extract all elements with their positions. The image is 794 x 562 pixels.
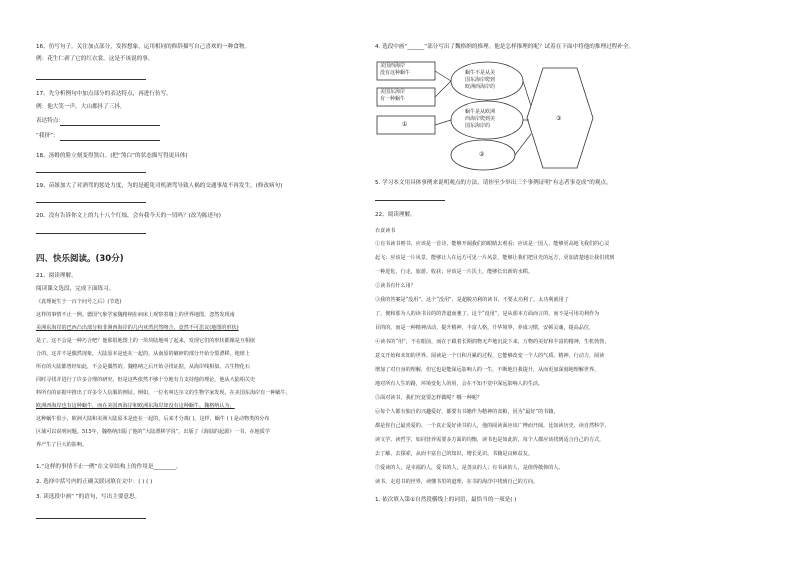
question-17-feature-label: 表达特点： xyxy=(36,118,64,124)
question-22: 22、阅读理解。 xyxy=(375,212,416,218)
passage-line: 这样的事情不止一例。德国气象学家魏格纳在病床上观察着墙上的世界地图，忽然发现南 xyxy=(36,312,235,318)
ellipse-3-label[interactable]: ② xyxy=(479,151,485,158)
question-5: 5. 学习本文用具体事例来说明观点的方法，请你至少举出三个事例证明“有志者事竟成”的观点。 xyxy=(375,180,612,186)
passage-line: ⑦爱读的人，是幸福的人，爱书的人，是善良的人；有书读的人，是值得敬仰的人。 xyxy=(375,465,564,471)
answer-line-17a[interactable] xyxy=(60,125,160,126)
question-16-example: 例：花生仁剥了它的红衣裳，这是不该说的事。 xyxy=(36,56,154,62)
connector xyxy=(515,134,531,155)
passage-line: ②读书有什么用？ xyxy=(375,283,416,289)
passage-line: ⑤面对读书，我们究竟要怎样做呢？哪一种呢？ xyxy=(375,395,482,401)
passage-line: 起飞；应该是一片风景，能够让人在远方可见一片风景，能够让我们把目光的远方，更加清楚地让我们找到 xyxy=(375,255,615,261)
question-21-3: 3. 读选段中画“ ”的语句，写出主要意思。 xyxy=(36,494,141,500)
passage-line: 这种蜗牛很小，欧洲大陆和美洲大陆原本是连在一起的，后来才分离( )。这样，蜗牛 ( ) 是动物类的分布 xyxy=(36,416,270,422)
passage-line: 同时寻找并进行了许多合理的研究，但是这些依然不够十分地有力支持他的理论。他从大陆相关史 xyxy=(36,377,256,383)
section-title: 四、快乐阅读。(30分) xyxy=(36,254,124,264)
question-21-2: 2. 选择中括号内的正确关联词填在文中：( ) ( ) xyxy=(36,479,153,485)
passage-line: ①有书读书则书，应该是一首诗，能够开阔我们的眼睛去观看；应该是一国人，能够更高地飞我们的心灵 xyxy=(375,241,610,247)
question-20: 20、没有告诉你文上的九十八个红烛，会有我今天的一切吗？(改为陈述句) xyxy=(36,213,221,219)
passage-line: 目的的，而是一种精神活动，提升精神，丰富人格，升华境界，养成习惯，安顿灵魂，提高品位， xyxy=(375,325,595,331)
answer-line-5[interactable] xyxy=(375,200,445,201)
answer-line-19[interactable] xyxy=(36,202,146,203)
box-2-line-1: 美国东海岸 xyxy=(380,89,406,95)
box-1-line-2: 没有这种蜗牛 xyxy=(380,70,411,76)
box-1-line-1: 美国西海岸 xyxy=(380,63,406,69)
question-17-example: 例：他大笑一声，大山都抖了三抖。 xyxy=(36,104,126,110)
passage-line: ③我的答案是“没用”。这个“没用”，是超脱功利的读书，不要太功利了。太功利就用了 xyxy=(375,297,569,303)
question-16: 16、仿写句子。关注加点部分，发挥想象，运用相同的修辞描写自己喜欢的一种食物。 xyxy=(36,44,251,50)
answer-line-16[interactable] xyxy=(36,79,146,80)
reasoning-diagram xyxy=(375,58,635,178)
passage-line: 所有的大陆都曾经如此，不会是偶然的。魏格纳之后开始寻找证据，从海岸线相似、古生物化石 xyxy=(36,364,250,370)
passage-line: 欧洲西海岸也有这种蜗牛，而在美国西海岸和欧洲东海岸却没有这种蜗牛。魏格纳认为， xyxy=(36,403,235,409)
passage-line: ⑥每个人都有独自的兴趣爱好，都要有书籍作为精神的食粮，因为“最好”的书籍， xyxy=(375,409,559,415)
answer-line-17b[interactable] xyxy=(60,140,160,141)
passage-line: 合的。这并不是偶然现象，大陆原本是连在一起的，从南原的破碎的部分开始分裂漂移。地球上 xyxy=(36,351,250,357)
hexagon-label[interactable]: ③ xyxy=(556,115,562,122)
passage-line: 增加了对自身的理解，但它也是能深远影响人的一生，不断地自我提升，从而更加深刻地理解世界。 xyxy=(375,367,600,373)
question-21-1: 1.“这样的事情不止一例”在文章结构上的作用是________。 xyxy=(36,464,182,470)
question-17-imitate-label: “我挤”： xyxy=(36,133,59,139)
ellipse-1-line-2: 国东海岸爬到 xyxy=(465,77,496,83)
passage-line: 意义开始和未知的世界。阅读是一个日积月累的过程，它能够改变一个人的气质、精神、行动力，阅读 xyxy=(375,353,605,359)
connector xyxy=(435,71,451,81)
passage-line: 读书，走进书的世界，读懂书里的道理，在书的海洋中找到自己的方向。 xyxy=(375,479,539,485)
question-21-instruction: 阅读课文选段，完成下面练习。 xyxy=(36,286,115,292)
passage-line: 区域可以说明问题。515年，魏格纳出版了他的“大陆漂移学说”，出版了《海陆的起源》一书，在地质学 xyxy=(36,429,270,435)
passage-line: 美洲东海岸的巴西凸出部分和非洲西海岸的几内亚湾居然吻合，竟然不可思议(地图的形状) xyxy=(36,325,239,331)
passage-line: 都是你自己最喜爱的。一个真正爱好读书的人，他的阅读面应该广博而开阔，比如读历史、读自然科学、 xyxy=(375,423,610,429)
question-19: 19、苗姐加大了对酒驾的惩处力度，为的是避免司机酒驾导致人祸的交通事故不再发生。(修改病句) xyxy=(36,183,283,189)
ellipse-2-line-2: 西海岸爬到美 xyxy=(465,116,496,122)
ellipse-1-line-3: 欧洲西海岸的 xyxy=(465,84,496,90)
passage-line: 了，便和那为人的读书目的的背道而驰了。这个“没用”，是从那本方面而言的，而不是可用功利作为 xyxy=(375,311,600,317)
passage-line: 地对所有人生的路，坏境变化人的用，会在不知不觉中深远影响人的生活。 xyxy=(375,381,544,387)
question-4: 4. 选段中画“______”部分写出了魏格纳的推理。他是怎样推理的呢？试着在下面中将他的推理过程补全。 xyxy=(375,44,635,50)
box-3-label[interactable]: ① xyxy=(402,121,408,128)
passage-line: 读文学、读哲学，如同营养需要多方面的均衡，读书也是如此的，每个人都应该找到适合自己的方式， xyxy=(375,437,605,443)
passage-line: 料所有的证据中推出了许多令人信服的例证。例如，一位名叫达尔文的生物学家发现，在美国东海岸有一种蜗牛， xyxy=(36,390,291,396)
passage-line: ④读书的“用”，不在眼前，而在于跟着长期润物无声地沉淀下来，万物的美好和丰富的精神，生机勃勃， xyxy=(375,339,610,345)
question-21: 21、阅读理解。 xyxy=(36,273,77,279)
connector xyxy=(523,81,531,106)
question-18: 18、汤姆的脸立刻变得煞白。(把“煞白”的状态描写得更具体) xyxy=(36,153,188,159)
ellipse-2-line-3: 国东海岸的 xyxy=(465,123,491,129)
box-2-line-2: 有一种蜗牛 xyxy=(380,96,406,102)
question-22-1: 1. 依次填入第①自然段横线上的词语，最恰当的一项是( ) xyxy=(375,497,517,503)
passage-line: 是了。这不会是一种巧合吧？他那很地图上的一块块陆地叫了起来，发现它们的形状都像是互相嵌 xyxy=(36,338,256,344)
answer-line-20[interactable] xyxy=(36,233,146,234)
answer-line-18[interactable] xyxy=(36,172,146,173)
passage-line: 去了解、去探索，从而丰富自己的知识，增长见识，书籍是良师益友。 xyxy=(375,451,533,457)
passage-line: 界产生了巨大的影响。 xyxy=(36,442,87,448)
passage-title: 《真理诞生于一百个问号之后》(节选) xyxy=(36,299,122,305)
passage-right-title: 衣食读书 xyxy=(375,228,396,234)
ellipse-1-line-1: 蜗牛不是从美 xyxy=(465,70,496,76)
question-17: 17、先分析例句中加点部分的表达特点，再进行仿写。 xyxy=(36,91,172,97)
ellipse-2-line-1: 蜗牛是从欧洲 xyxy=(465,109,496,115)
connector xyxy=(435,81,451,97)
passage-line: 一种进化、行走、旅游、收获；应该是一片沃土，能够长出新的水稻。 xyxy=(375,269,533,275)
connector xyxy=(435,120,451,125)
answer-line-21-3[interactable] xyxy=(36,518,146,519)
